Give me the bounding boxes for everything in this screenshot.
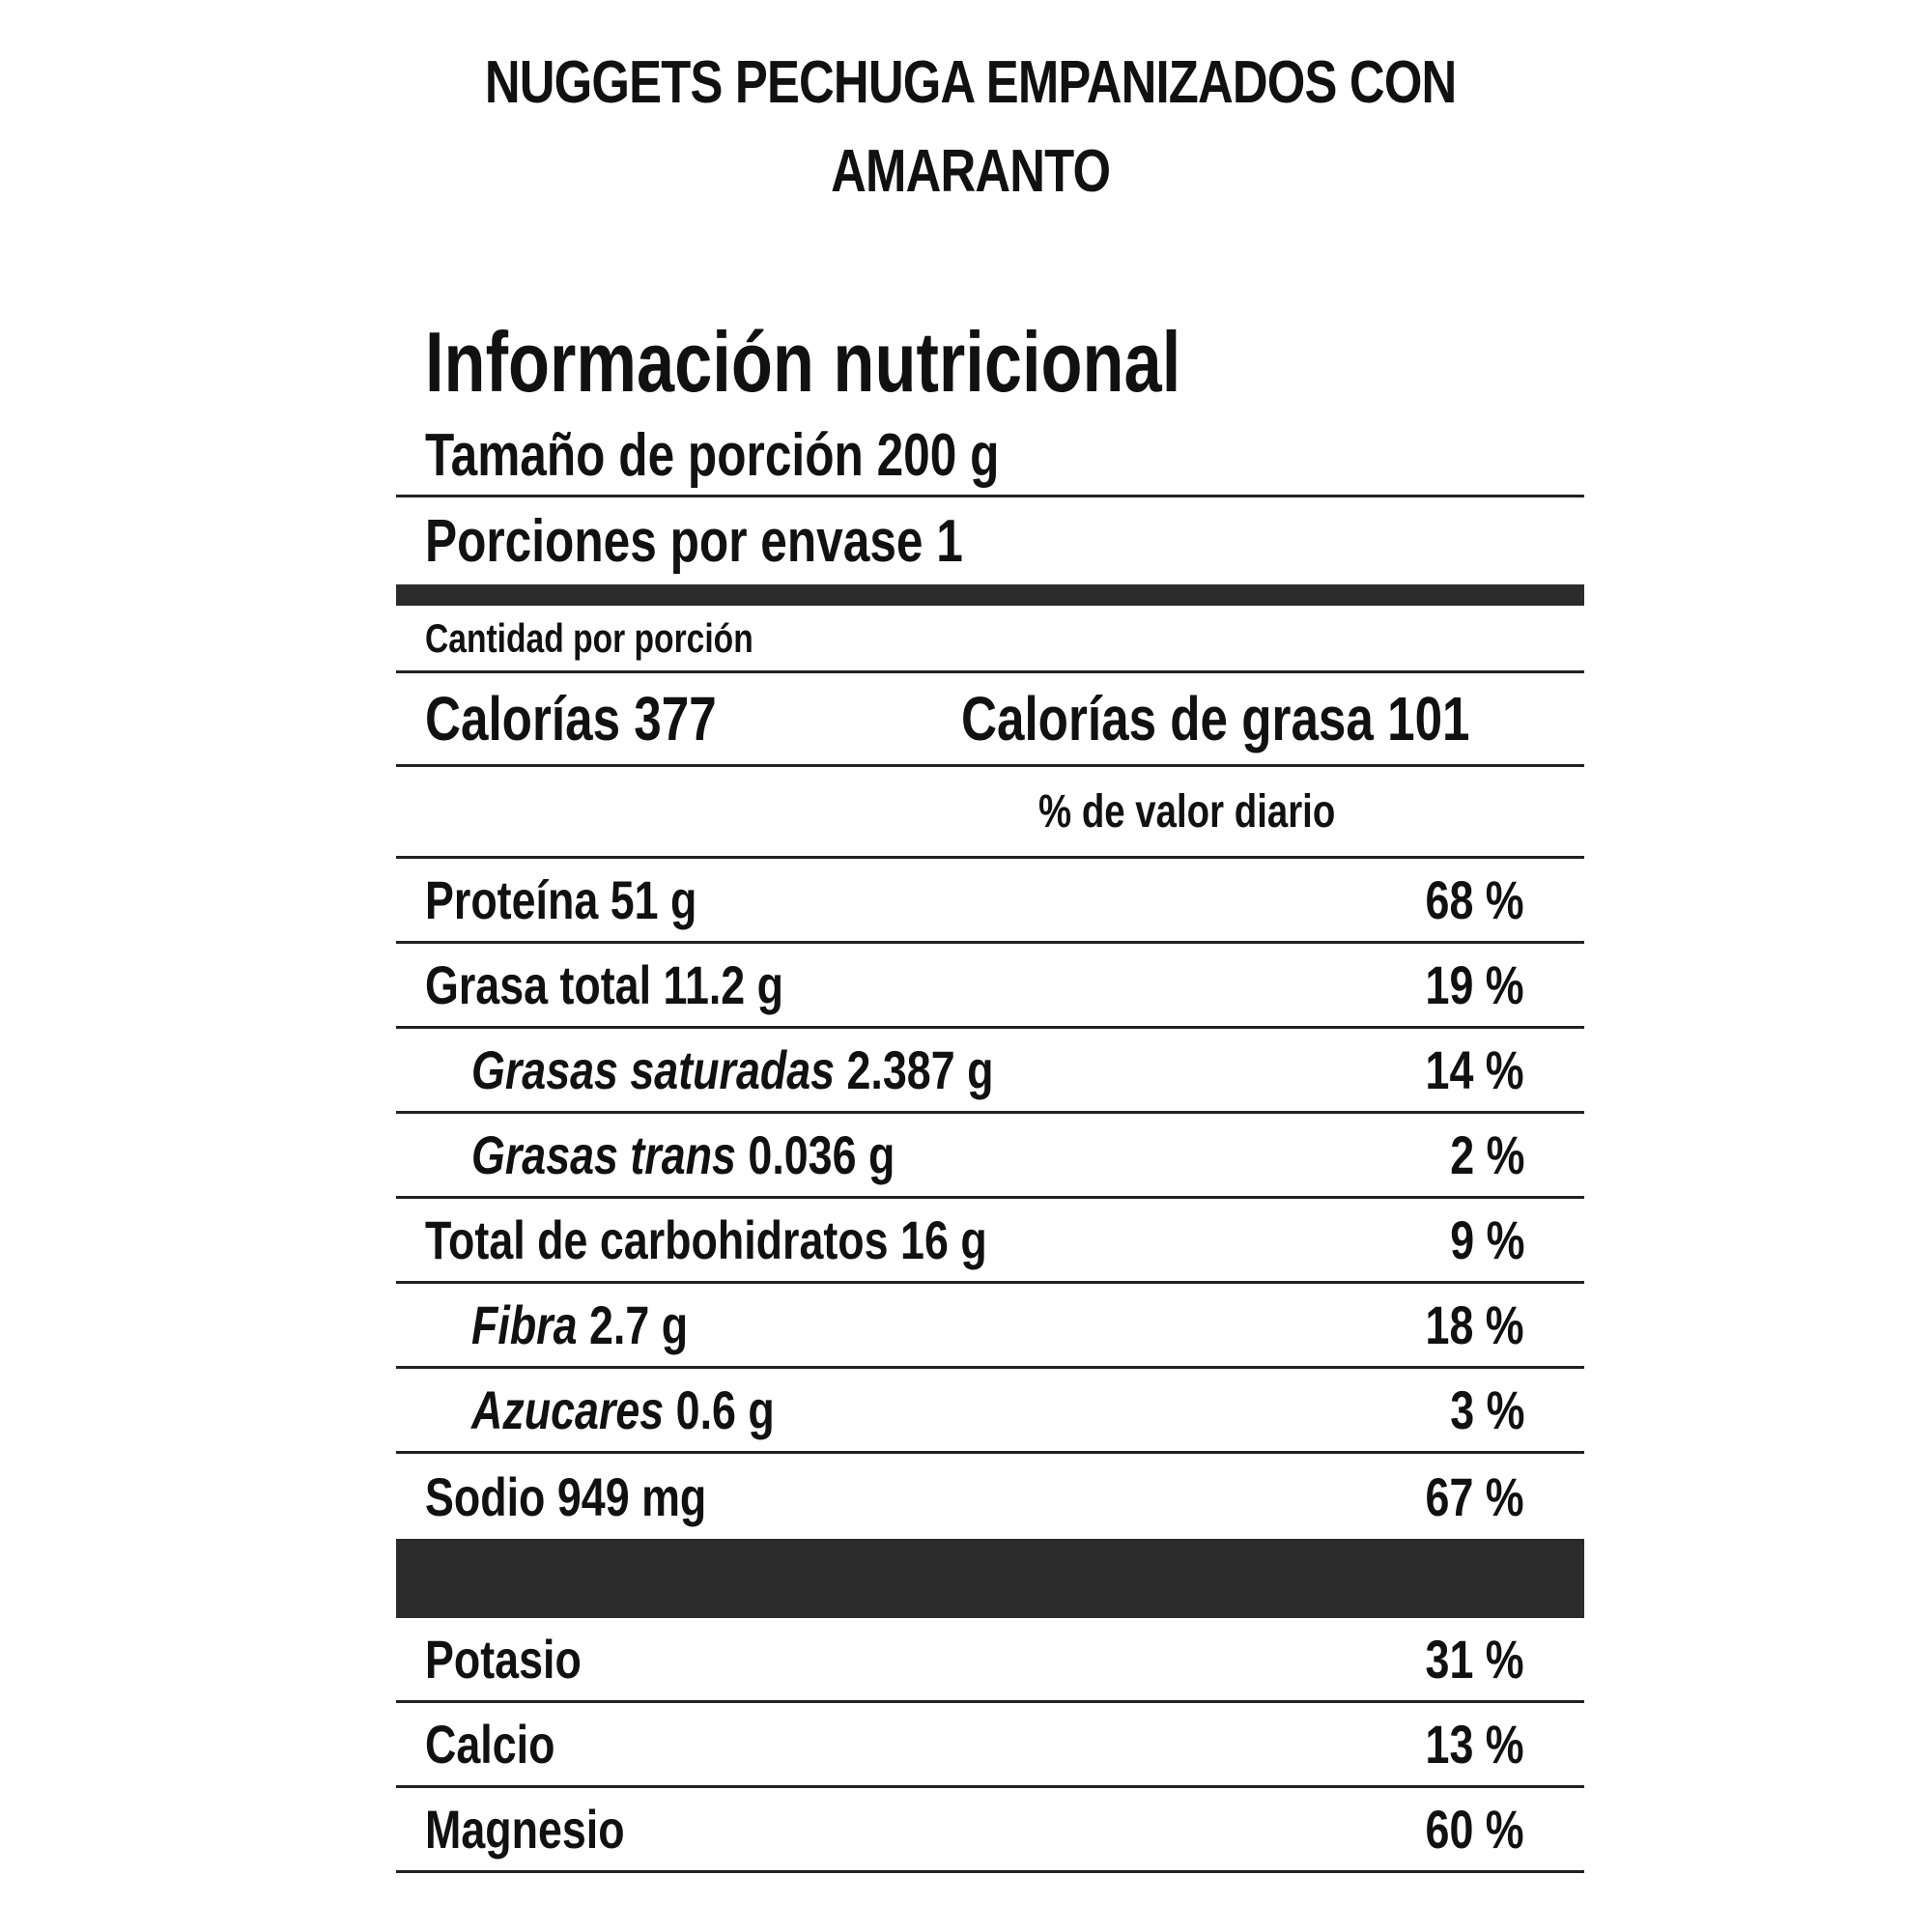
nutrient-daily-value: 18 % bbox=[1425, 1294, 1524, 1355]
nutrient-amount: 2.7 g bbox=[588, 1294, 689, 1355]
amount-per-serving-row bbox=[396, 606, 1584, 673]
nutrient-name: Grasa total bbox=[425, 954, 652, 1015]
nutrient-row-sodium bbox=[396, 1454, 1584, 1539]
mineral-daily-value: 31 % bbox=[1425, 1629, 1524, 1690]
calories: Calorías 377 bbox=[425, 684, 717, 753]
nutrient-daily-value: 19 % bbox=[1425, 954, 1524, 1015]
nutrition-facts-label bbox=[396, 309, 1584, 1873]
nutrient-amount: 949 mg bbox=[556, 1465, 707, 1527]
nutrient-row-sugars bbox=[396, 1369, 1584, 1454]
nutrient-name: Fibra bbox=[471, 1294, 578, 1355]
nutrient-name: Grasas trans bbox=[471, 1124, 736, 1185]
nutrient-row-carbohydrates bbox=[396, 1199, 1584, 1284]
nutrient-row-total-fat bbox=[396, 944, 1584, 1029]
amount-per-serving: Cantidad por porción bbox=[425, 614, 753, 661]
nutrient-daily-value: 9 % bbox=[1449, 1209, 1524, 1270]
daily-value-header: % de valor diario bbox=[1038, 785, 1336, 838]
label-heading bbox=[396, 309, 1584, 415]
servings-per-container: Porciones por envase 1 bbox=[425, 507, 963, 575]
nutrient-amount: 16 g bbox=[900, 1209, 987, 1270]
nutrient-amount: 11.2 g bbox=[663, 954, 784, 1015]
mineral-row-calcium bbox=[396, 1703, 1584, 1788]
nutrient-amount: 0.036 g bbox=[748, 1124, 895, 1185]
nutrient-amount: 51 g bbox=[610, 869, 697, 930]
daily-value-header-row bbox=[396, 767, 1584, 859]
nutrient-amount: 2.387 g bbox=[846, 1039, 994, 1100]
mineral-daily-value: 13 % bbox=[1425, 1714, 1524, 1775]
nutrient-name: Proteína bbox=[425, 869, 599, 930]
mineral-row-magnesium bbox=[396, 1788, 1584, 1873]
nutrient-row-fiber bbox=[396, 1284, 1584, 1369]
divider-block bbox=[396, 1539, 1584, 1618]
nutrient-row-saturated-fat bbox=[396, 1029, 1584, 1114]
nutrient-daily-value: 14 % bbox=[1425, 1039, 1524, 1100]
nutrient-daily-value: 3 % bbox=[1449, 1379, 1524, 1440]
product-title bbox=[179, 39, 1763, 216]
divider-thick bbox=[396, 584, 1584, 606]
nutrient-name: Azucares bbox=[471, 1379, 665, 1440]
product-title-line-1: NUGGETS PECHUGA EMPANIZADOS CON bbox=[484, 49, 1457, 116]
nutrient-row-trans-fat bbox=[396, 1114, 1584, 1199]
product-title-line-2: AMARANTO bbox=[831, 138, 1111, 205]
label-heading-text: Información nutricional bbox=[425, 314, 1181, 410]
nutrient-daily-value: 2 % bbox=[1449, 1124, 1524, 1185]
nutrient-name: Total de carbohidratos bbox=[425, 1209, 889, 1270]
nutrient-name: Sodio bbox=[425, 1465, 546, 1527]
mineral-name: Calcio bbox=[425, 1714, 555, 1775]
servings-row bbox=[396, 497, 1584, 584]
nutrient-row-protein bbox=[396, 859, 1584, 944]
nutrient-name: Grasas saturadas bbox=[471, 1039, 836, 1100]
mineral-name: Potasio bbox=[425, 1629, 582, 1690]
nutrient-amount: 0.6 g bbox=[675, 1379, 775, 1440]
nutrient-daily-value: 67 % bbox=[1425, 1465, 1524, 1527]
nutrient-daily-value: 68 % bbox=[1425, 869, 1524, 930]
mineral-row-potassium bbox=[396, 1618, 1584, 1703]
serving-size: Tamaño de porción 200 g bbox=[425, 421, 1000, 489]
serving-size-row bbox=[396, 415, 1584, 497]
mineral-name: Magnesio bbox=[425, 1799, 625, 1860]
calories-from-fat: Calorías de grasa 101 bbox=[961, 684, 1470, 753]
mineral-daily-value: 60 % bbox=[1425, 1799, 1524, 1860]
calories-row bbox=[396, 673, 1584, 767]
